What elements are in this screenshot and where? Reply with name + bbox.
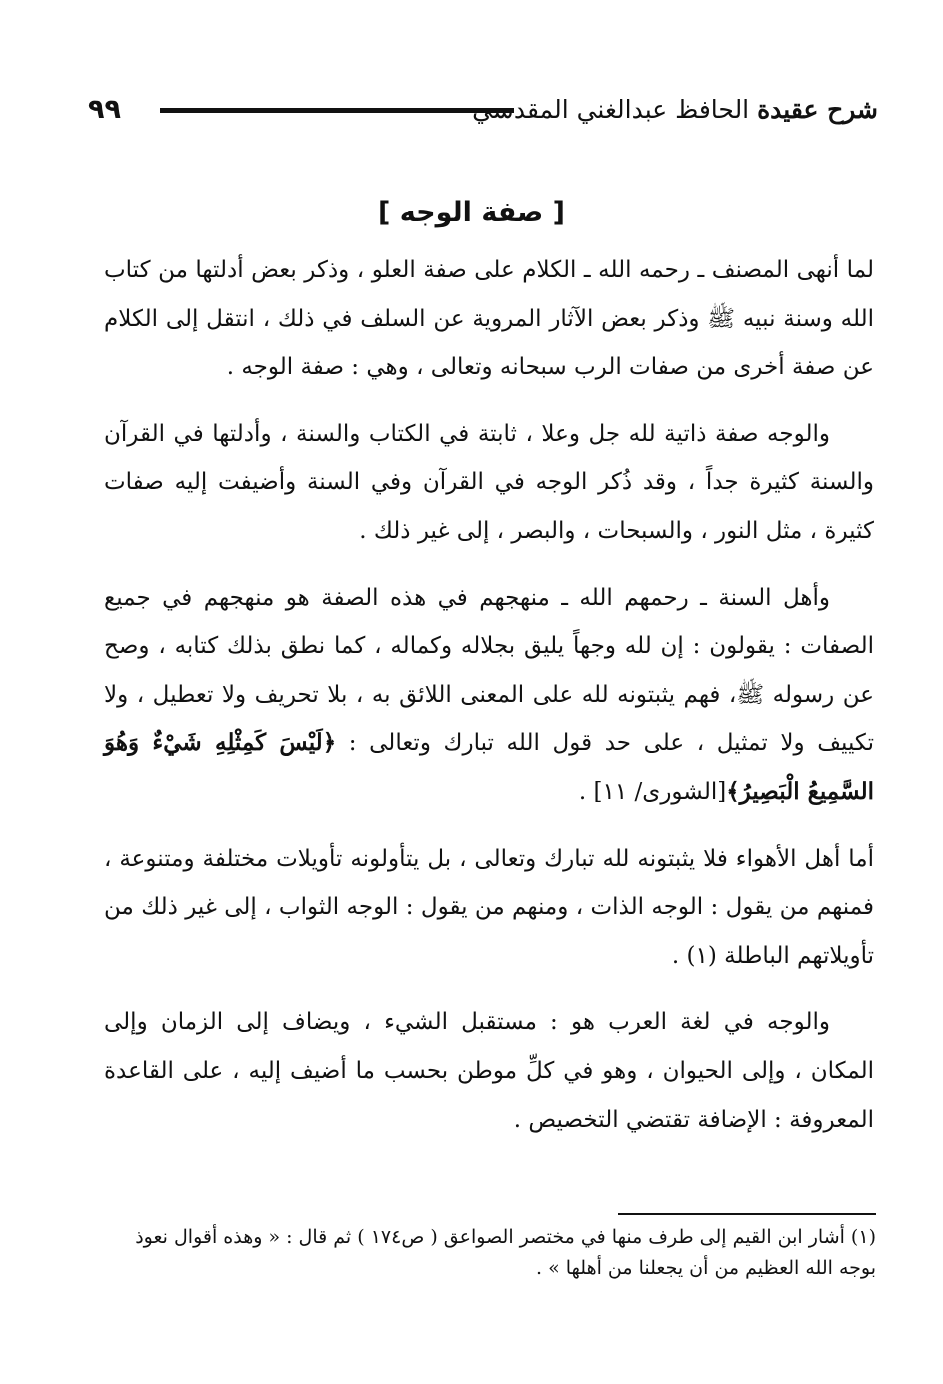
paragraph-5: والوجه في لغة العرب هو : مستقبل الشيء ، ويضاف إلى الزمان وإلى المكان ، وإلى الحيوان ، وهو في كلِّ موطن بحسب ما أضيف إليه ، على القاعدة المعروفة : الإضافة تقتضي التخصيص . xyxy=(104,1009,874,1133)
footnote: (١) أشار ابن القيم إلى طرف منها في مختصر الصواعق ( ص١٧٤ ) ثم قال : « وهذه أقوال نعوذ بوجه الله العظيم من أن يجعلنا من أهلها » . xyxy=(135,1226,876,1279)
paragraph-1: لما أنهى المصنف ـ رحمه الله ـ الكلام على صفة العلو ، وذكر بعض أدلتها من كتاب الله وسنة نبيه ﷺ وذكر بعض الآثار المروية عن السلف في ذلك ، انتقل إلى الكلام عن صفة أخرى من صفات الرب سبحانه وتعالى ، وهي : صفة الوجه . xyxy=(104,257,874,381)
paragraph-2: والوجه صفة ذاتية لله جل وعلا ، ثابتة في الكتاب والسنة ، وأدلتها في القرآن والسنة كثيرة جداً ، وقد ذُكر الوجه في القرآن وفي السنة وأضيفت إليه صفات كثيرة ، مثل النور ، والسبحات ، والبصر ، إلى غير ذلك . xyxy=(104,420,874,544)
verse-reference: [الشورى/ ١١] . xyxy=(578,778,727,805)
paragraph-3-text: وأهل السنة ـ رحمهم الله ـ منهجهم في هذه الصفة هو منهجهم في جميع الصفات : يقولون : إن لله وجهاً يليق بجلاله وكماله ، كما نطق بذلك كتابه ، وصح عن رسوله ﷺ، فهم يثبتونه لله على المعنى اللائق به ، بلا تحريف ولا تعطيل ، ولا تكييف ولا تمثيل ، على حد قول الله تبارك وتعالى : xyxy=(104,584,874,757)
footnote-rule xyxy=(618,1213,876,1215)
section-heading: [ صفة الوجه ] xyxy=(378,197,565,228)
paragraph-3 xyxy=(104,574,874,817)
paragraph-4: أما أهل الأهواء فلا يثبتونه لله تبارك وتعالى ، بل يتأولونه تأويلات مختلفة ومتنوعة ، فمنهم من يقول : الوجه الذات ، ومنهم من يقول : الوجه الثواب ، إلى غير ذلك من تأويلاتهم الباطلة (١) . xyxy=(104,845,874,969)
header-rule xyxy=(160,108,514,113)
header-title xyxy=(472,92,878,128)
header-title-bold: شرح عقيدة xyxy=(757,95,878,124)
running-header xyxy=(88,92,878,132)
body-text xyxy=(104,246,874,1162)
page-number: ٩٩ xyxy=(88,94,121,125)
quran-verse: ﴿لَيْسَ كَمِثْلِهِ شَيْءٌ وَهُوَ السَّمِيعُ الْبَصِيرُ﴾ xyxy=(104,729,874,805)
header-title-rest: الحافظ عبدالغني المقدسي xyxy=(472,95,758,124)
